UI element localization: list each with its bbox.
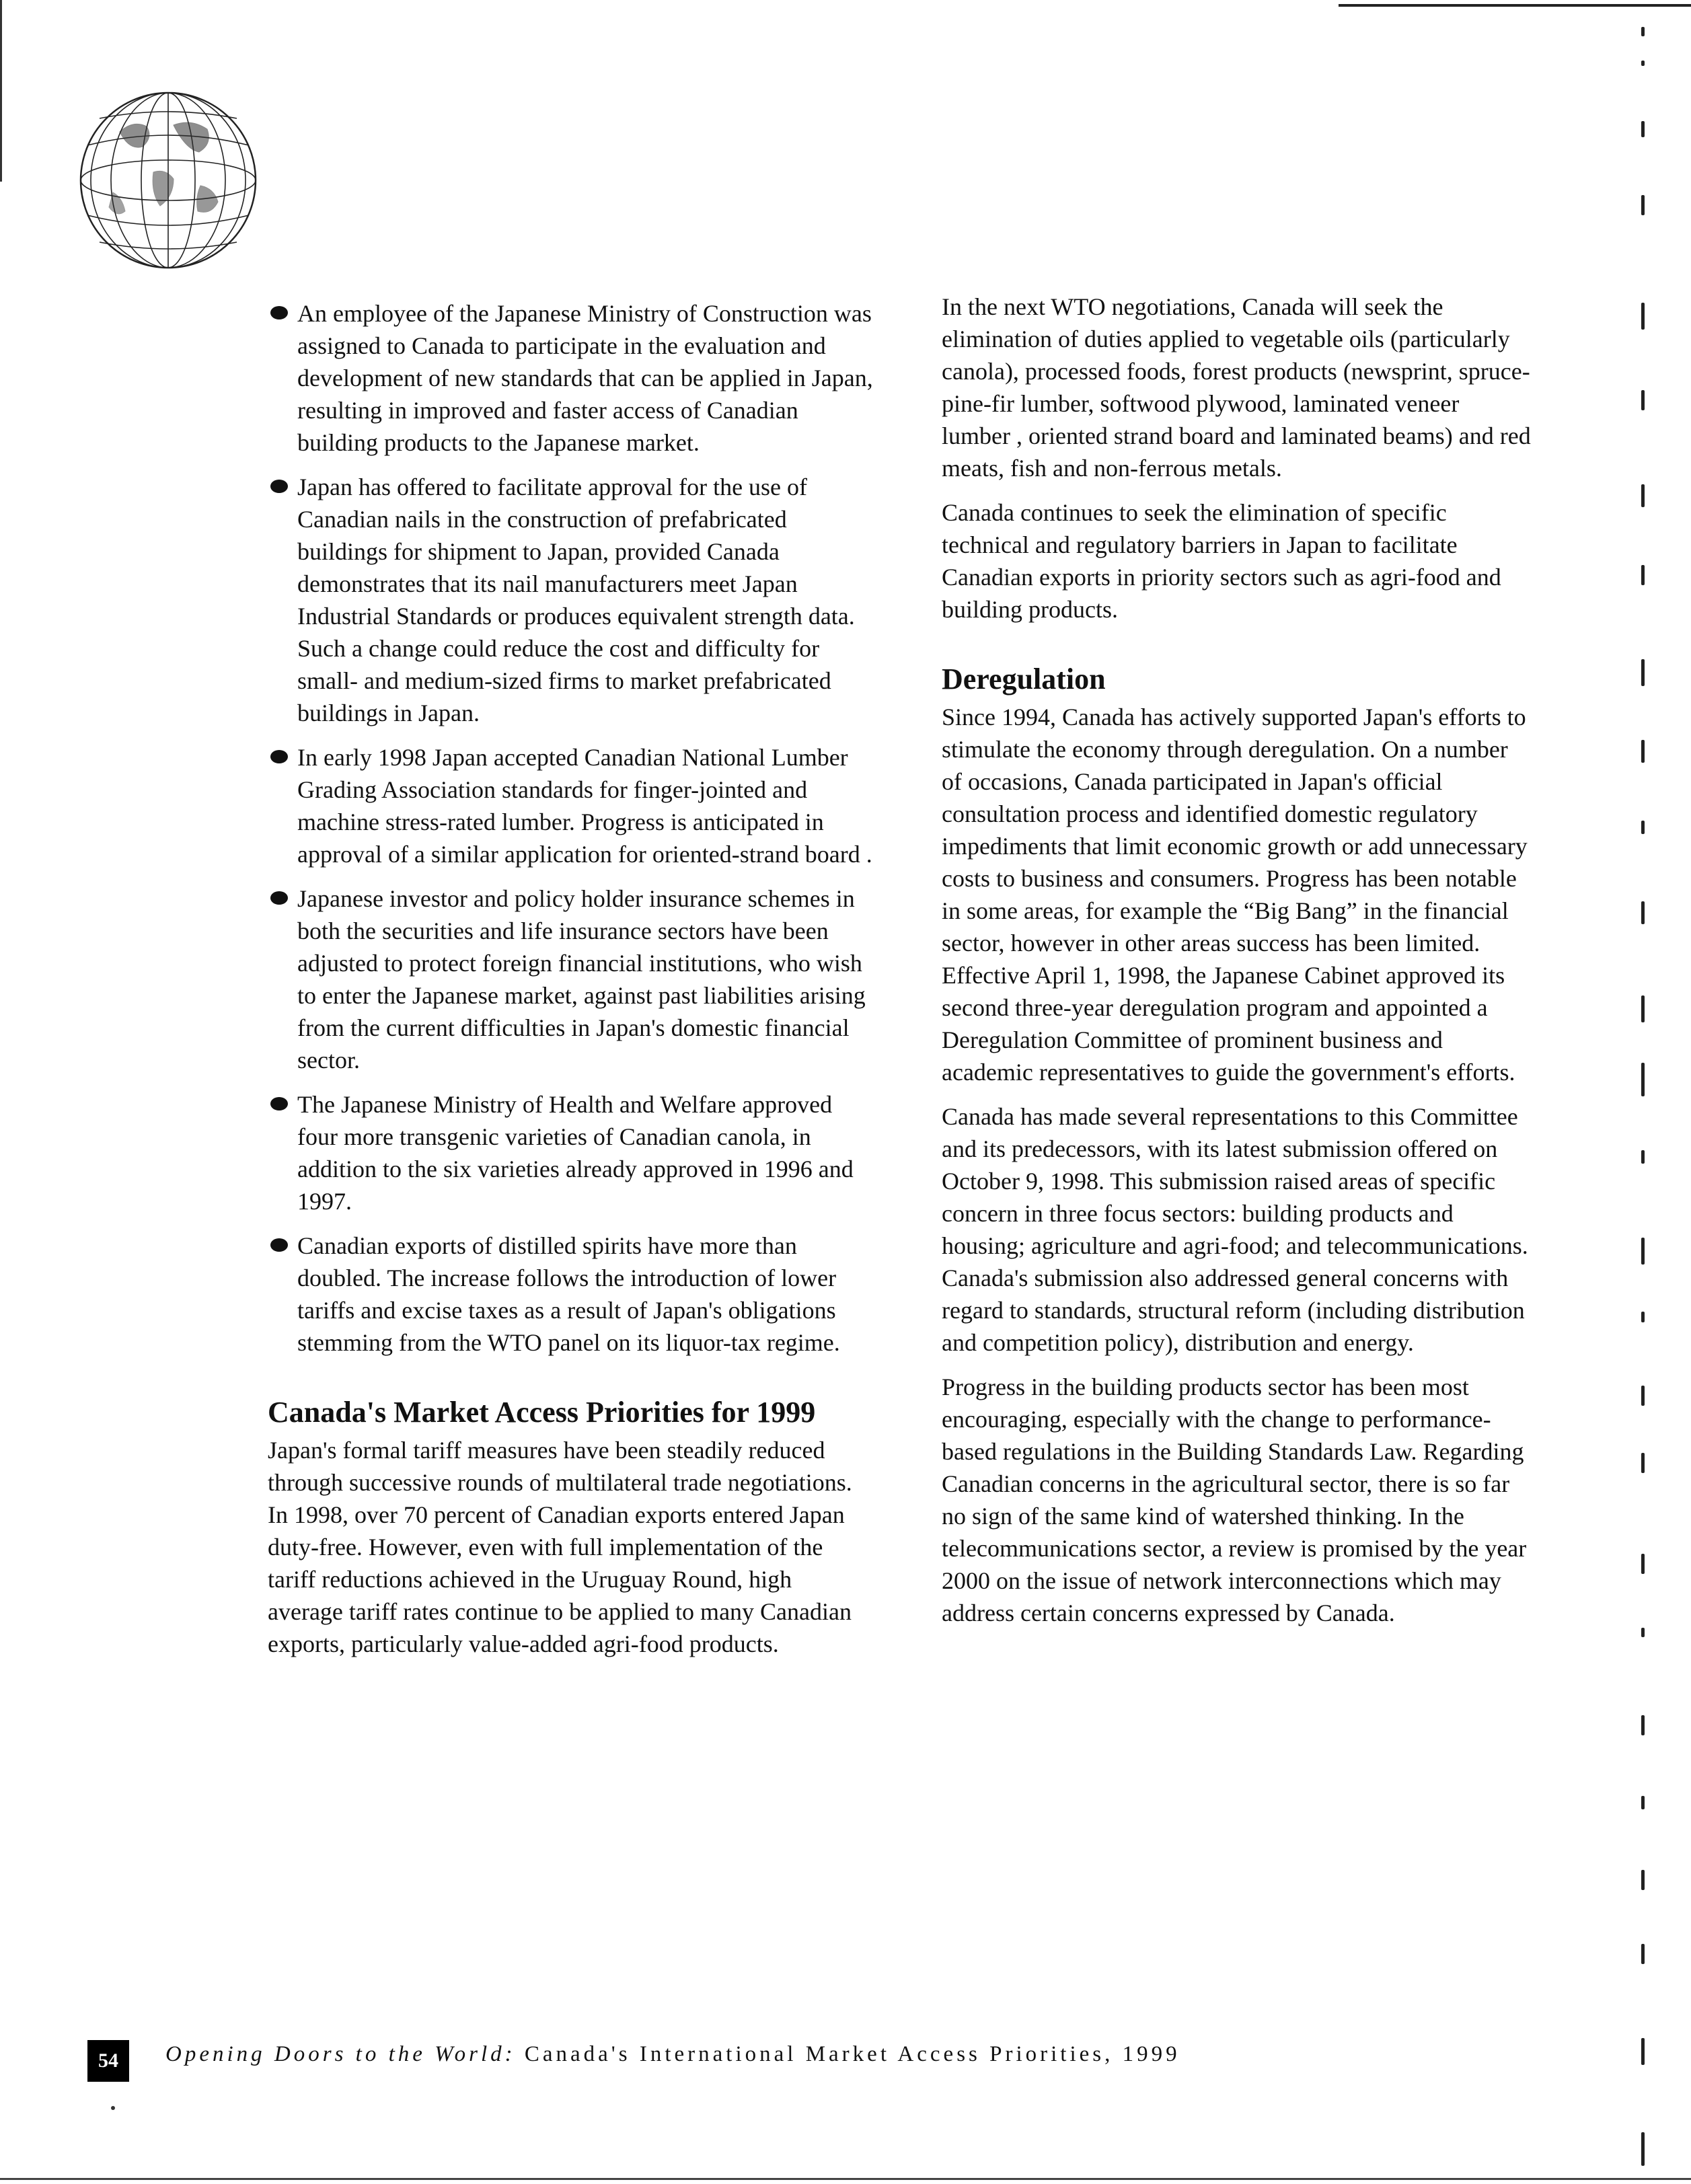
paragraph: In the next WTO negotiations, Canada will seek the elimination of duties applied to vegetable oils (particularly canola), processed foods, forest products (newsprint, spruce-pine-fir lumber, softwood plywood, laminated veneer lumber , oriented strand board and laminated beams) and red meats, fish and non-ferrous metals. [942, 293, 1531, 482]
left-column [268, 297, 873, 1672]
bullet-icon [270, 1097, 288, 1110]
section-heading-market-access: Canada's Market Access Priorities for 1999 [268, 1396, 816, 1429]
page-border-left [0, 0, 2, 182]
bullet-icon [270, 480, 288, 493]
list-item [268, 1088, 873, 1217]
list-item [268, 882, 873, 1076]
bullet-icon [270, 750, 288, 763]
page-border-top [1339, 4, 1691, 7]
right-column [942, 291, 1534, 1641]
list-item [268, 297, 873, 459]
section-heading-deregulation: Deregulation [942, 663, 1106, 695]
globe-icon [73, 85, 264, 276]
footer-dot [111, 2106, 115, 2110]
scan-edge-marks [1641, 13, 1655, 2166]
bullet-text: The Japanese Ministry of Health and Welfare approved four more transgenic varieties of Canadian canola, in addition to the six varieties already approved in 1996 and 1997. [297, 1091, 854, 1215]
footer-title-rest: Canada's International Market Access Priorities, 1999 [515, 2042, 1180, 2066]
paragraph: Japan's formal tariff measures have been steadily reduced through successive rounds of multilateral trade negotiations. In 1998, over 70 percent of Canadian exports entered Japan duty-free. However, even with full implementation of the tariff reductions achieved in the Uruguay Round, high average tariff rates continue to be applied to many Canadian exports, particularly value-added agri-food products. [268, 1437, 852, 1657]
paragraph: Progress in the building products sector has been most encouraging, especially with the change to performance-based regulations in the Building Standards Law. Regarding Canadian concerns in the agricultural sector, there is so far no sign of the same kind of watershed thinking. In the telecommunications sector, a review is promised by the year 2000 on the issue of network interconnections which may address certain concerns expressed by Canada. [942, 1373, 1527, 1626]
bullet-icon [270, 891, 288, 905]
running-footer [165, 2042, 1180, 2067]
list-item [268, 1230, 873, 1359]
bullet-text: In early 1998 Japan accepted Canadian National Lumber Grading Association standards for finger-jointed and machine stress-rated lumber. Progress is anticipated in approval of a similar application for oriented-strand board . [297, 744, 872, 868]
bullet-icon [270, 1238, 288, 1252]
bullet-icon [270, 306, 288, 319]
page-border-bottom [0, 2178, 1691, 2180]
paragraph: Since 1994, Canada has actively supported Japan's efforts to stimulate the economy through deregulation. On a number of occasions, Canada participated in Japan's official consultation process and identified domestic regulatory impediments that limit economic growth or add unnecessary costs to business and consumers. Progress has been notable in some areas, for example the “Big Bang” in the financial sector, however in other areas success has been limited. Effective April 1, 1998, the Japanese Cabinet approved its second three-year deregulation program and appointed a Deregulation Committee of prominent business and academic representatives to guide the government's efforts. [942, 704, 1528, 1086]
bullet-text: Japanese investor and policy holder insurance schemes in both the securities and life insurance sectors have been adjusted to protect foreign financial institutions, who wish to enter the Japanese market, against past liabilities arising from the current difficulties in Japan's domestic financial sector. [297, 885, 866, 1074]
bullet-text: An employee of the Japanese Ministry of Construction was assigned to Canada to participate in the evaluation and development of new standards that can be applied in Japan, resulting in improved and faster access of Canadian building products to the Japanese market. [297, 300, 873, 456]
bullet-list [268, 297, 873, 1359]
footer-title-italic: Opening Doors to the World: [165, 2042, 516, 2066]
list-item [268, 741, 873, 870]
bullet-text: Japan has offered to facilitate approval for the use of Canadian nails in the construction of prefabricated buildings for shipment to Japan, provided Canada demonstrates that its nail manufacturers meet Japan Industrial Standards or produces equivalent strength data. Such a change could reduce the cost and difficulty for small- and medium-sized firms to market prefabricated buildings in Japan. [297, 474, 855, 726]
list-item [268, 471, 873, 729]
bullet-text: Canadian exports of distilled spirits have more than doubled. The increase follows the introduction of lower tariffs and excise taxes as a result of Japan's obligations stemming from the WTO panel on its liquor-tax regime. [297, 1232, 840, 1356]
page-number: 54 [87, 2040, 129, 2082]
paragraph: Canada has made several representations to this Committee and its predecessors, with its latest submission offered on October 9, 1998. This submission raised areas of specific concern in three focus sectors: building products and housing; agriculture and agri-food; and telecommunications. Canada's submission also addressed general concerns with regard to standards, structural reform (including distribution and competition policy), distribution and energy. [942, 1103, 1528, 1356]
paragraph: Canada continues to seek the elimination of specific technical and regulatory barriers in Japan to facilitate Canadian exports in priority sectors such as agri-food and building products. [942, 499, 1501, 623]
